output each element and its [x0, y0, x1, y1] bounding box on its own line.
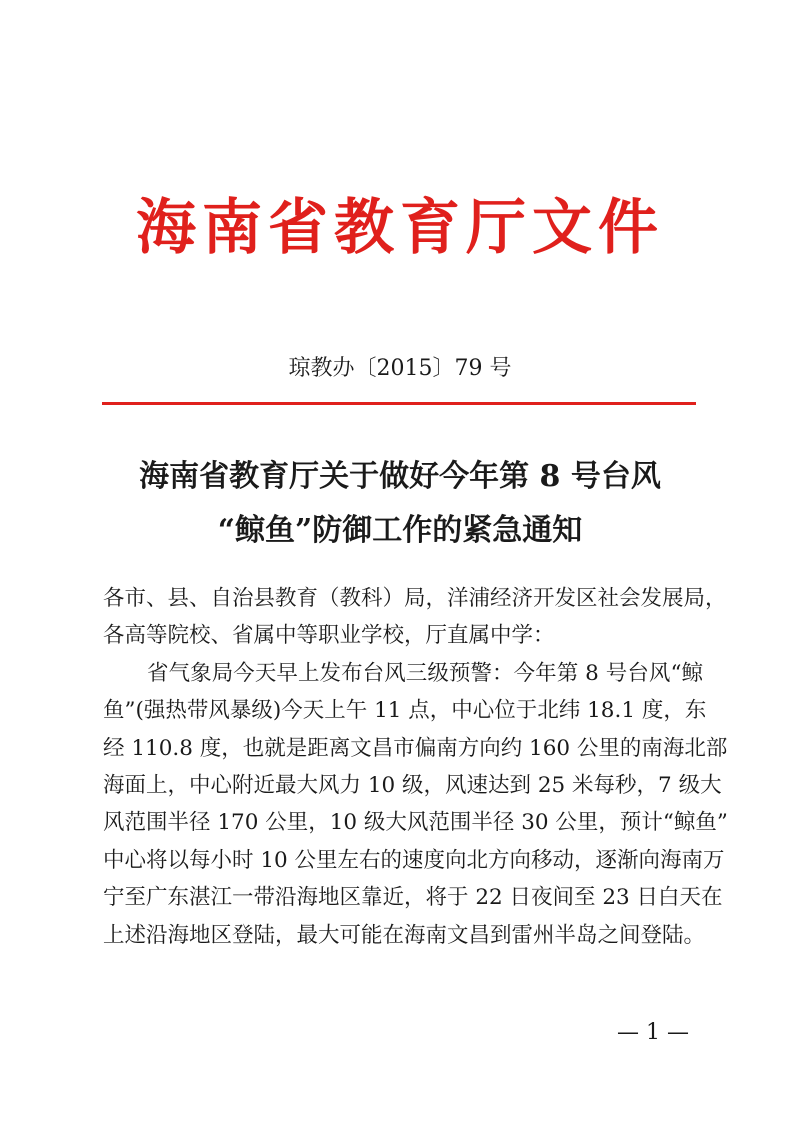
paragraph-line: 宁至广东湛江一带沿海地区靠近，将于 22 日夜间至 23 日白天在: [103, 885, 723, 911]
notice-title: [0, 450, 800, 558]
paragraph-line: 风范围半径 170 公里，10 级大风范围半径 30 公里，预计“鲸鱼”: [103, 810, 728, 836]
paragraph-line: 中心将以每小时 10 公里左右的速度向北方向移动，逐渐向海南万: [103, 847, 725, 873]
recipients-line-1: 各市、县、自治县教育（教科）局，洋浦经济开发区社会发展局，: [103, 586, 727, 611]
paragraph-line: 省气象局今天早上发布台风三级预警：今年第 8 号台风“鲸: [147, 660, 703, 686]
document-number: 琼教办〔2015〕79 号: [288, 356, 512, 381]
document-body: [103, 580, 728, 954]
paragraph-line: 经 110.8 度，也就是距离文昌市偏南方向约 160 公里的南海北部: [103, 735, 728, 761]
page-number: — 1 —: [617, 1020, 689, 1045]
paragraph-line: 鱼”(强热带风暴级)今天上午 11 点，中心位于北纬 18.1 度，东: [103, 698, 707, 724]
recipients: [103, 580, 727, 655]
paragraph-line: 海面上，中心附近最大风力 10 级，风速达到 25 米每秒，7 级大: [103, 773, 722, 799]
notice-title-line-1: 海南省教育厅关于做好今年第 8 号台风: [139, 459, 661, 494]
recipients-line-2: 各高等院校、省属中等职业学校，厅直属中学：: [103, 623, 555, 649]
paragraph-line: 上述沿海地区登陆，最大可能在海南文昌到雷州半岛之间登陆。: [103, 922, 706, 948]
body-paragraph: [103, 655, 728, 954]
notice-title-line-2: “鲸鱼”防御工作的紧急通知: [217, 513, 583, 548]
document-header-title: 海南省教育厅文件: [136, 193, 664, 263]
red-divider-line: [102, 402, 696, 405]
